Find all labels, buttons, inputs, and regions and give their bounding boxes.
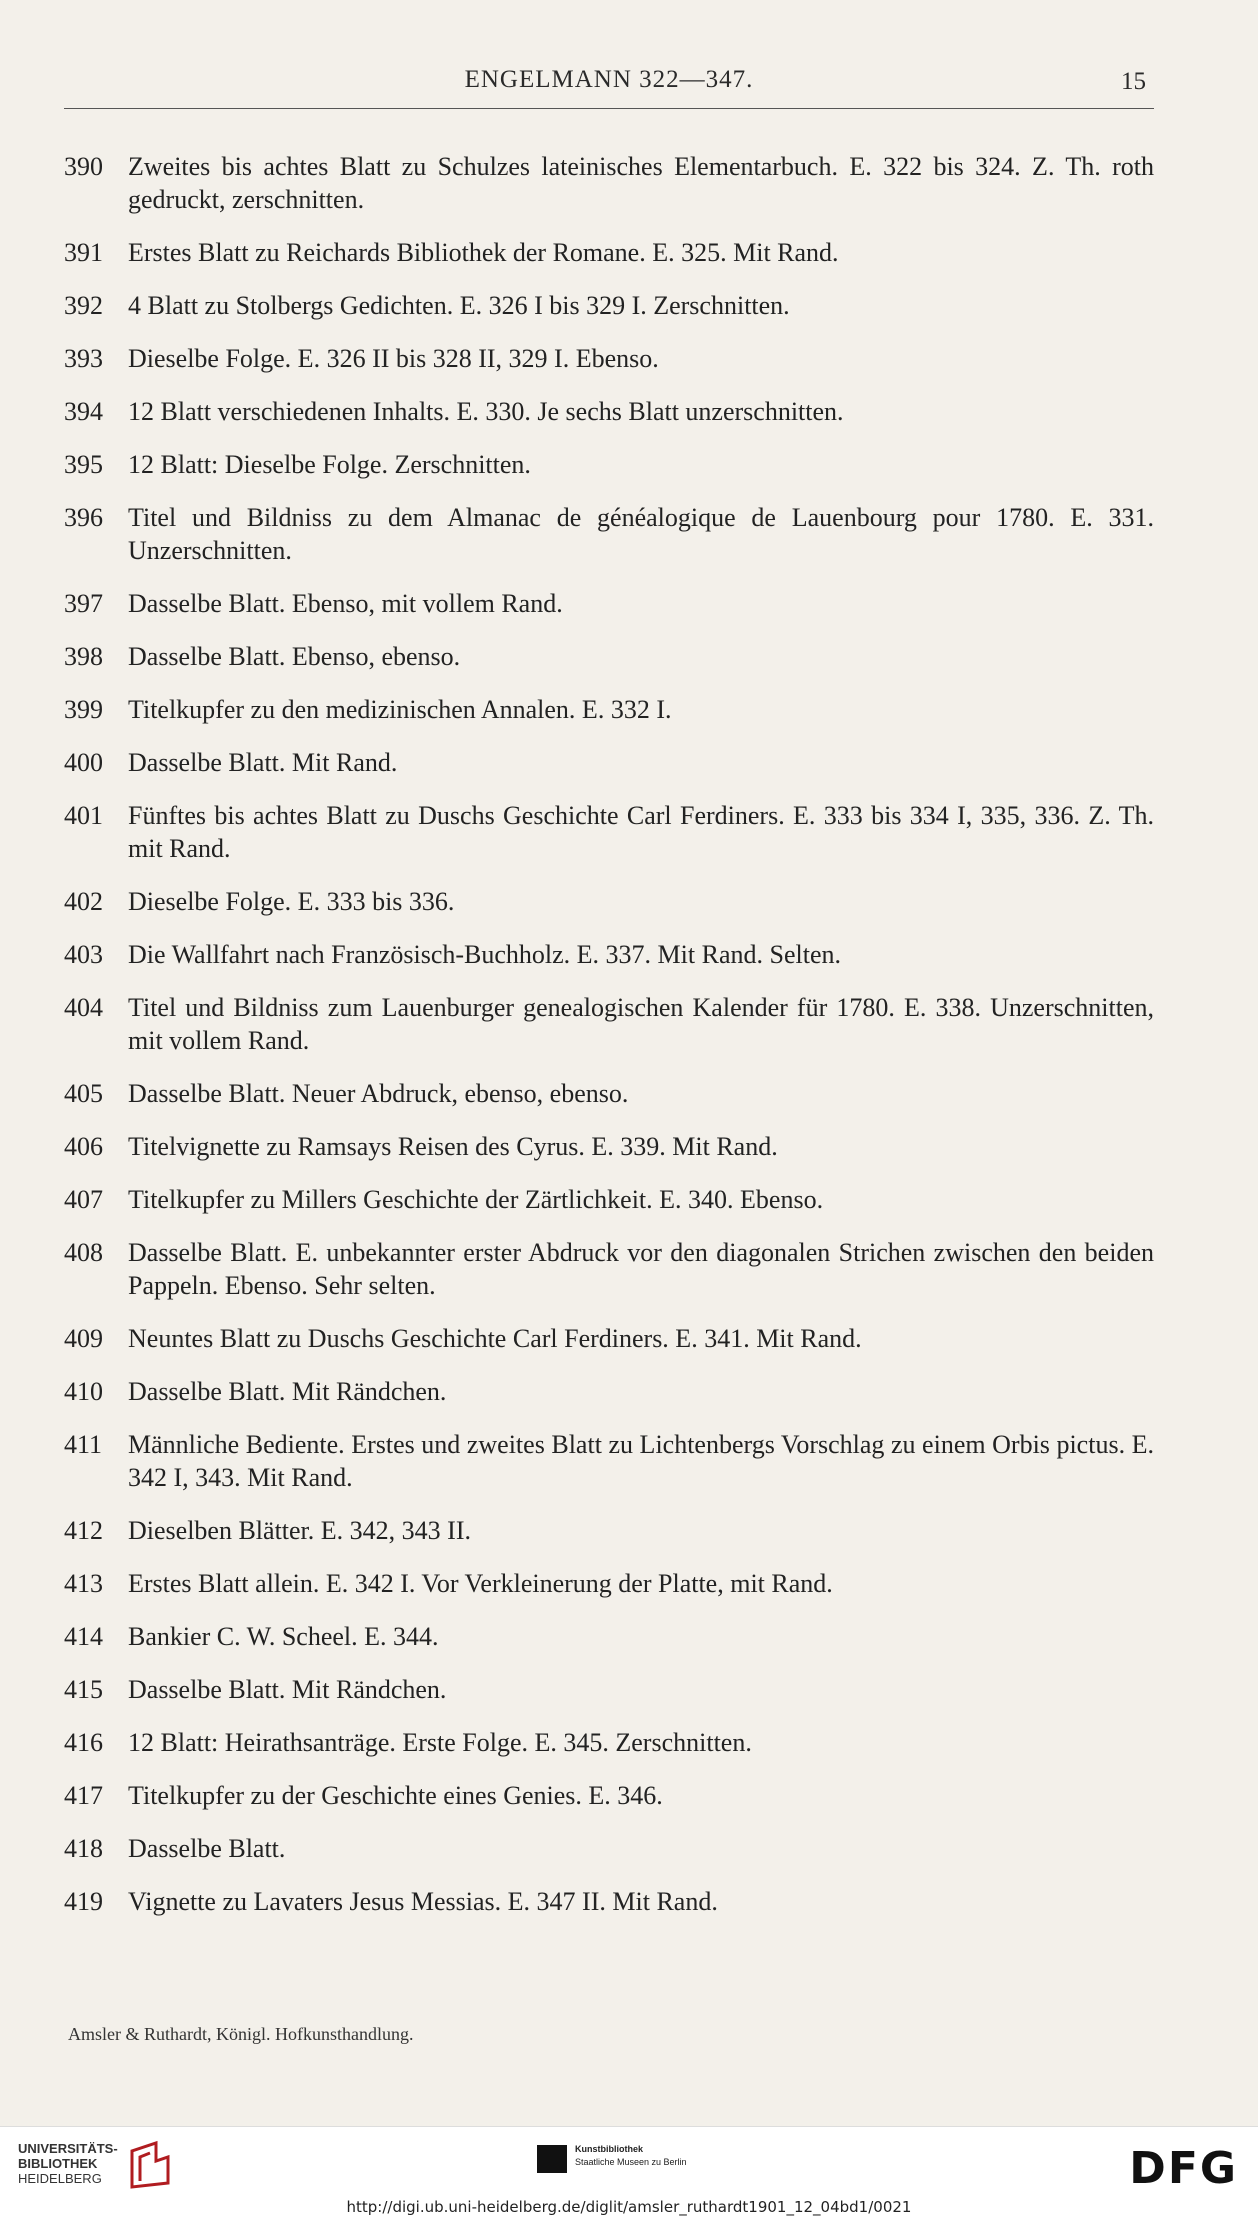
catalogue-entry (64, 1567, 1154, 1600)
entry-text: Titelkupfer zu Millers Geschichte der Zärtlichkeit. E. 340. Ebenso. (128, 1185, 824, 1214)
entry-text: Dasselbe Blatt. E. unbekannter erster Abdruck vor den diagonalen Strichen zwischen den beiden Pappeln. Ebenso. Sehr selten. (128, 1238, 1154, 1300)
catalogue-entry (64, 501, 1154, 567)
kunstbibliothek-mark-icon (537, 2145, 567, 2173)
entry-number: 390 (64, 152, 103, 181)
kb-logo-line2: Staatliche Museen zu Berlin (575, 2157, 687, 2167)
publisher-imprint: Amsler & Ruthardt, Königl. Hofkunsthandlung. (68, 2024, 414, 2044)
catalogue-entry (64, 1832, 1154, 1865)
entry-number: 396 (64, 503, 103, 532)
catalogue-entry (64, 395, 1154, 428)
entry-text: Dieselbe Folge. E. 326 II bis 328 II, 329 I. Ebenso. (128, 344, 659, 373)
entry-text: Dasselbe Blatt. Mit Rand. (128, 748, 398, 777)
entry-text: Dasselbe Blatt. (128, 1834, 286, 1863)
entry-number: 407 (64, 1185, 103, 1214)
entry-text: Erstes Blatt allein. E. 342 I. Vor Verkleinerung der Platte, mit Rand. (128, 1569, 833, 1598)
entry-number: 397 (64, 589, 103, 618)
entry-text: Fünftes bis achtes Blatt zu Duschs Geschichte Carl Ferdiners. E. 333 bis 334 I, 335, 336. Z. Th. mit Rand. (128, 801, 1154, 863)
catalogue-entry (64, 938, 1154, 971)
catalogue-entry (64, 448, 1154, 481)
entry-text: Neuntes Blatt zu Duschs Geschichte Carl Ferdiners. E. 341. Mit Rand. (128, 1324, 862, 1353)
catalogue-entry (64, 1130, 1154, 1163)
ub-logo-line3: HEIDELBERG (18, 2171, 102, 2186)
catalogue-entry (64, 236, 1154, 269)
entry-text: 12 Blatt: Dieselbe Folge. Zerschnitten. (128, 450, 531, 479)
entry-number: 400 (64, 748, 103, 777)
entry-text: 12 Blatt: Heirathsanträge. Erste Folge. E. 345. Zerschnitten. (128, 1728, 752, 1757)
catalogue-entry (64, 1885, 1154, 1918)
catalogue-entry (64, 746, 1154, 779)
page-number: 15 (1121, 68, 1146, 95)
catalogue-entry (64, 1236, 1154, 1302)
catalogue-entry (64, 1726, 1154, 1759)
entry-number: 413 (64, 1569, 103, 1598)
entry-number: 392 (64, 291, 103, 320)
catalogue-entry (64, 693, 1154, 726)
catalogue-entry (64, 1077, 1154, 1110)
entry-text: Titelkupfer zu den medizinischen Annalen. E. 332 I. (128, 695, 672, 724)
permalink-url[interactable]: http://digi.ub.uni-heidelberg.de/diglit/amsler_ruthardt1901_12_04bd1/0021 (0, 2196, 1258, 2218)
entry-number: 416 (64, 1728, 103, 1757)
entry-text: Dasselbe Blatt. Mit Rändchen. (128, 1377, 447, 1406)
entry-number: 391 (64, 238, 103, 267)
entry-number: 411 (64, 1430, 103, 1459)
ub-logo-line1: UNIVERSITÄTS- (18, 2141, 118, 2156)
entry-number: 406 (64, 1132, 103, 1161)
catalogue-entry (64, 1322, 1154, 1355)
catalogue-entry (64, 150, 1154, 216)
entry-number: 418 (64, 1834, 103, 1863)
catalogue-entry (64, 1673, 1154, 1706)
entry-number: 403 (64, 940, 103, 969)
entry-text: Dieselbe Folge. E. 333 bis 336. (128, 887, 455, 916)
entry-text: Dasselbe Blatt. Mit Rändchen. (128, 1675, 447, 1704)
entry-number: 401 (64, 801, 103, 830)
entry-number: 419 (64, 1887, 103, 1916)
catalogue-entry (64, 991, 1154, 1057)
entry-number: 408 (64, 1238, 103, 1267)
entry-text: Dasselbe Blatt. Neuer Abdruck, ebenso, ebenso. (128, 1079, 629, 1108)
catalogue-entry (64, 640, 1154, 673)
entry-number: 393 (64, 344, 103, 373)
entry-text: Die Wallfahrt nach Französisch-Buchholz. E. 337. Mit Rand. Selten. (128, 940, 841, 969)
entry-number: 399 (64, 695, 103, 724)
entry-text: Bankier C. W. Scheel. E. 344. (128, 1622, 439, 1651)
entry-text: Männliche Bediente. Erstes und zweites Blatt zu Lichtenbergs Vorschlag zu einem Orbis pictus. E. 342 I, 343. Mit Rand. (128, 1430, 1154, 1492)
entry-number: 415 (64, 1675, 103, 1704)
entry-number: 409 (64, 1324, 103, 1353)
entry-number: 417 (64, 1781, 103, 1810)
entry-number: 405 (64, 1079, 103, 1108)
catalogue-entry (64, 587, 1154, 620)
entry-text: Dasselbe Blatt. Ebenso, mit vollem Rand. (128, 589, 563, 618)
entry-number: 402 (64, 887, 103, 916)
entry-text: 4 Blatt zu Stolbergs Gedichten. E. 326 I bis 329 I. Zerschnitten. (128, 291, 790, 320)
catalogue-entry (64, 1375, 1154, 1408)
entry-text: Dasselbe Blatt. Ebenso, ebenso. (128, 642, 461, 671)
entry-number: 395 (64, 450, 103, 479)
kb-logo-line1: Kunstbibliothek (575, 2144, 643, 2154)
logo-bar (0, 2126, 1258, 2197)
catalogue-entry (64, 1514, 1154, 1547)
dfg-logo[interactable]: DFG (1129, 2143, 1238, 2194)
entry-text: 12 Blatt verschiedenen Inhalts. E. 330. Je sechs Blatt unzerschnitten. (128, 397, 844, 426)
entry-text: Dieselben Blätter. E. 342, 343 II. (128, 1516, 471, 1545)
catalogue-entry (64, 1428, 1154, 1494)
catalogue-entry (64, 1779, 1154, 1812)
entry-number: 404 (64, 993, 103, 1022)
catalogue-entry (64, 342, 1154, 375)
running-head (64, 60, 1154, 109)
entry-text: Titel und Bildniss zum Lauenburger genealogischen Kalender für 1780. E. 338. Unzerschnitten, mit vollem Rand. (128, 993, 1154, 1055)
entry-number: 414 (64, 1622, 103, 1651)
entry-text: Vignette zu Lavaters Jesus Messias. E. 347 II. Mit Rand. (128, 1887, 718, 1916)
entry-number: 394 (64, 397, 103, 426)
entry-text: Titelvignette zu Ramsays Reisen des Cyrus. E. 339. Mit Rand. (128, 1132, 778, 1161)
entry-text: Zweites bis achtes Blatt zu Schulzes lateinisches Elementarbuch. E. 322 bis 324. Z. Th. roth gedruckt, zerschnitten. (128, 152, 1154, 214)
ub-logo-line2: BIBLIOTHEK (18, 2156, 98, 2171)
catalogue-entry (64, 1620, 1154, 1653)
catalogue-entry (64, 799, 1154, 865)
running-head-title: ENGELMANN 322—347. (464, 66, 754, 93)
catalogue-entry (64, 1183, 1154, 1216)
entry-text: Titel und Bildniss zu dem Almanac de généalogique de Lauenbourg pour 1780. E. 331. Unzerschnitten. (128, 503, 1154, 565)
catalogue-entry (64, 885, 1154, 918)
entry-text: Erstes Blatt zu Reichards Bibliothek der Romane. E. 325. Mit Rand. (128, 238, 839, 267)
catalogue-entries (64, 150, 1154, 1938)
entry-text: Titelkupfer zu der Geschichte eines Genies. E. 346. (128, 1781, 663, 1810)
entry-number: 410 (64, 1377, 103, 1406)
entry-number: 398 (64, 642, 103, 671)
entry-number: 412 (64, 1516, 103, 1545)
ub-heidelberg-logo[interactable] (18, 2141, 118, 2186)
ub-emblem-icon (126, 2137, 174, 2191)
catalogue-entry (64, 289, 1154, 322)
